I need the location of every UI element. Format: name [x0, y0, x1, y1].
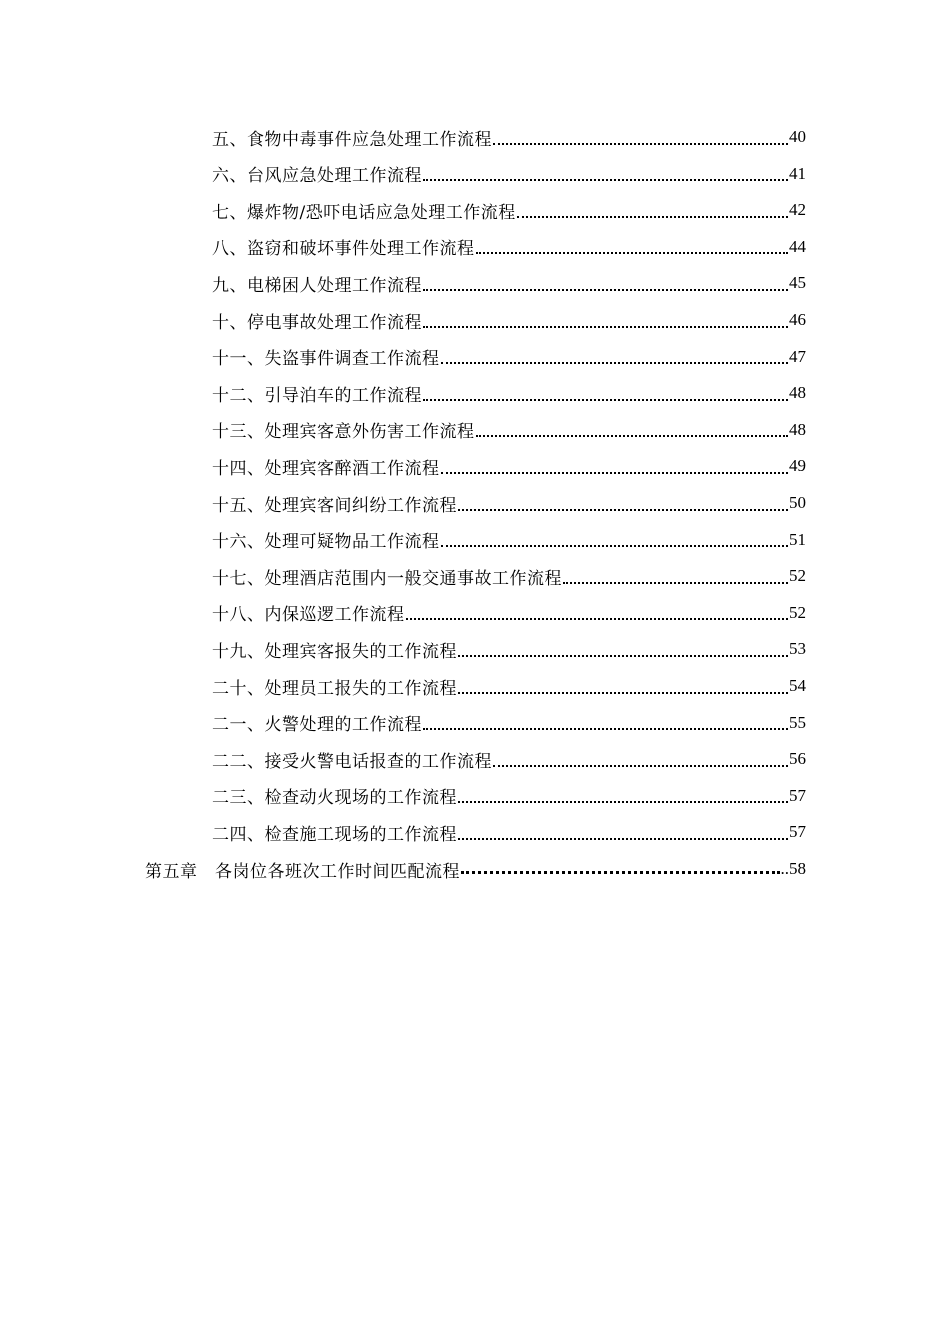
- toc-entry-page: 57: [789, 785, 806, 805]
- toc-entry[interactable]: [212, 668, 806, 704]
- toc-entry-title: 八、盗窃和破坏事件处理工作流程: [212, 239, 475, 260]
- dot-leader: [441, 544, 789, 547]
- toc-entry-title: 十八、内保巡逻工作流程: [212, 605, 405, 626]
- toc-entry[interactable]: [212, 265, 806, 301]
- toc-entry-title: 二二、接受火警电话报查的工作流程: [212, 751, 492, 772]
- toc-entry-page: 53: [789, 639, 806, 659]
- toc-entry-page: 42: [789, 200, 806, 220]
- dot-leader: [458, 508, 788, 511]
- dot-leader: [461, 870, 780, 874]
- toc-entry[interactable]: [212, 192, 806, 228]
- dot-leader: [441, 361, 789, 364]
- dot-leader: [517, 215, 788, 218]
- toc-entry-title: 十六、处理可疑物品工作流程: [212, 532, 440, 553]
- toc-entry-title: 十四、处理宾客醉酒工作流程: [212, 458, 440, 479]
- toc-entry[interactable]: [212, 741, 806, 777]
- dot-leader: [423, 398, 788, 401]
- dot-leader: [423, 727, 788, 730]
- toc-entry-page: 40: [789, 127, 806, 146]
- toc-entry-title: 十九、处理宾客报失的工作流程: [212, 641, 457, 662]
- toc-entry-page: 45: [789, 273, 806, 293]
- dot-leader: [423, 325, 788, 328]
- toc-entry-title: 十五、处理宾客间纠纷工作流程: [212, 495, 457, 516]
- toc-entry-page: 49: [789, 456, 806, 476]
- toc-entry[interactable]: [212, 302, 806, 338]
- dot-leader: [441, 471, 789, 474]
- toc-entry[interactable]: [212, 375, 806, 411]
- toc-entry-page: 44: [789, 236, 806, 256]
- toc-entry-page: 48: [789, 419, 806, 439]
- toc-chapter-title: 第五章 各岗位各班次工作时间匹配流程: [145, 861, 460, 882]
- dot-leader: [563, 581, 788, 584]
- toc-entry-title: 十七、处理酒店范围内一般交通事故工作流程: [212, 568, 562, 589]
- dot-leader: [476, 434, 789, 437]
- toc-entry-page: 50: [789, 493, 806, 512]
- toc-entry-title: 五、食物中毒事件应急处理工作流程: [212, 129, 492, 150]
- dot-leader: [423, 288, 788, 291]
- toc-entry[interactable]: [212, 339, 806, 375]
- toc-entry-page: 41: [789, 163, 806, 183]
- dot-leader: [476, 251, 789, 254]
- dot-leader: [458, 654, 788, 657]
- dot-leader: [406, 617, 789, 620]
- toc-entry-page: 47: [789, 346, 806, 366]
- toc-entry-title: 二四、检查施工现场的工作流程: [212, 824, 457, 845]
- toc-entry-title: 二一、火警处理的工作流程: [212, 715, 422, 736]
- toc-entry[interactable]: [212, 814, 806, 850]
- toc-entry-page: 56: [789, 749, 806, 769]
- dot-leader: [458, 691, 788, 694]
- toc-entry[interactable]: [212, 705, 806, 741]
- toc-entry-page: 55: [789, 712, 806, 732]
- dot-leader: [458, 800, 788, 803]
- dot-leader: [493, 764, 788, 767]
- toc-entry-title: 二三、检查动火现场的工作流程: [212, 788, 457, 809]
- toc-entry-title: 十三、处理宾客意外伤害工作流程: [212, 422, 475, 443]
- toc-entry[interactable]: [212, 156, 806, 192]
- toc-entry[interactable]: [212, 595, 806, 631]
- toc-chapter-entry[interactable]: [145, 851, 806, 887]
- toc-entry[interactable]: [212, 119, 806, 155]
- toc-entry[interactable]: [212, 631, 806, 667]
- toc-chapter-page: ..58: [780, 859, 806, 878]
- toc-entry-page: 48: [789, 383, 806, 403]
- toc-entry-title: 七、爆炸物/恐吓电话应急处理工作流程: [212, 202, 516, 223]
- toc-entry[interactable]: [212, 558, 806, 594]
- toc-entry-title: 二十、处理员工报失的工作流程: [212, 678, 457, 699]
- toc-entry-page: 52: [789, 602, 806, 622]
- toc-entry-title: 十、停电事故处理工作流程: [212, 312, 422, 333]
- toc-entry-title: 十一、失盗事件调查工作流程: [212, 349, 440, 370]
- toc-entry[interactable]: [212, 229, 806, 265]
- toc-entry-page: 54: [789, 676, 806, 695]
- toc-entry[interactable]: [212, 448, 806, 484]
- toc-entry-page: 46: [789, 310, 806, 329]
- toc-entry[interactable]: [212, 778, 806, 814]
- toc-entry-title: 六、台风应急处理工作流程: [212, 166, 422, 187]
- toc-entry-page: 57: [789, 822, 806, 842]
- dot-leader: [423, 178, 788, 181]
- toc-entry[interactable]: [212, 485, 806, 521]
- dot-leader: [458, 837, 788, 840]
- toc-entry-title: 九、电梯困人处理工作流程: [212, 275, 422, 296]
- toc-entry-title: 十二、引导泊车的工作流程: [212, 385, 422, 406]
- dot-leader: [493, 142, 788, 145]
- toc-entry[interactable]: [212, 522, 806, 558]
- toc-entry-page: 51: [789, 529, 806, 549]
- toc-entry-page: 52: [789, 566, 806, 586]
- toc-entry[interactable]: [212, 412, 806, 448]
